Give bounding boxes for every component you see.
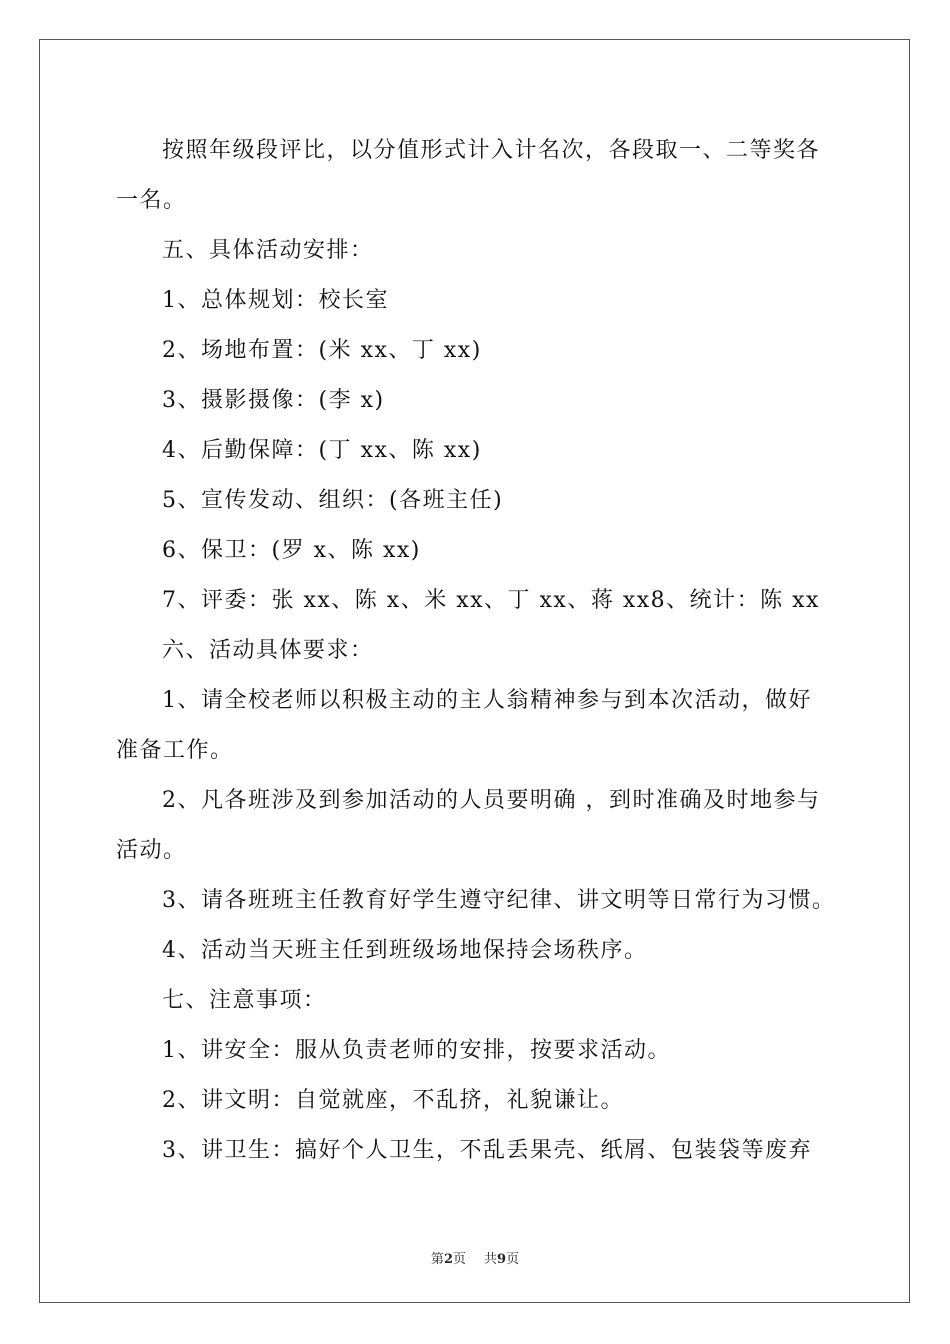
document-body [116, 126, 836, 1176]
list-item-continuation: 准备工作。 [116, 738, 234, 763]
section-heading: 七、注意事项： [162, 988, 327, 1013]
paragraph-line: 按照年级段评比，以分值形式计入计名次，各段取一、二等奖各 [162, 138, 821, 163]
list-item: 1、总体规划：校长室 [162, 288, 389, 313]
page-number: 第2页 [430, 1252, 466, 1267]
list-item: 1、讲安全：服从负责老师的安排，按要求活动。 [162, 1038, 671, 1063]
paragraph-line: 一名。 [116, 188, 187, 213]
list-item: 3、摄影摄像：(李 x) [162, 388, 385, 413]
list-item: 1、请全校老师以积极主动的主人翁精神参与到本次活动，做好 [162, 688, 812, 713]
list-item-continuation: 活动。 [116, 838, 187, 863]
section-heading: 六、活动具体要求： [162, 638, 374, 663]
list-item: 5、宣传发动、组织：(各班主任) [162, 488, 504, 513]
list-item: 7、评委：张 xx、陈 x、米 xx、丁 xx、蒋 xx8、统计：陈 xx [162, 588, 820, 613]
list-item: 3、讲卫生：搞好个人卫生，不乱丢果壳、纸屑、包装袋等废弃 [162, 1138, 812, 1163]
page-total: 共9页 [484, 1252, 520, 1267]
page-footer [0, 1248, 950, 1267]
list-item: 4、活动当天班主任到班级场地保持会场秩序。 [162, 938, 648, 963]
list-item: 2、讲文明：自觉就座，不乱挤，礼貌谦让。 [162, 1088, 624, 1113]
list-item: 3、请各班班主任教育好学生遵守纪律、讲文明等日常行为习惯。 [162, 888, 836, 913]
list-item: 2、凡各班涉及到参加活动的人员要明确 ，到时准确及时地参与 [162, 788, 821, 813]
section-heading: 五、具体活动安排： [162, 238, 374, 263]
list-item: 6、保卫：(罗 x、陈 xx) [162, 538, 421, 563]
list-item: 2、场地布置：(米 xx、丁 xx) [162, 338, 482, 363]
list-item: 4、后勤保障：(丁 xx、陈 xx) [162, 438, 482, 463]
